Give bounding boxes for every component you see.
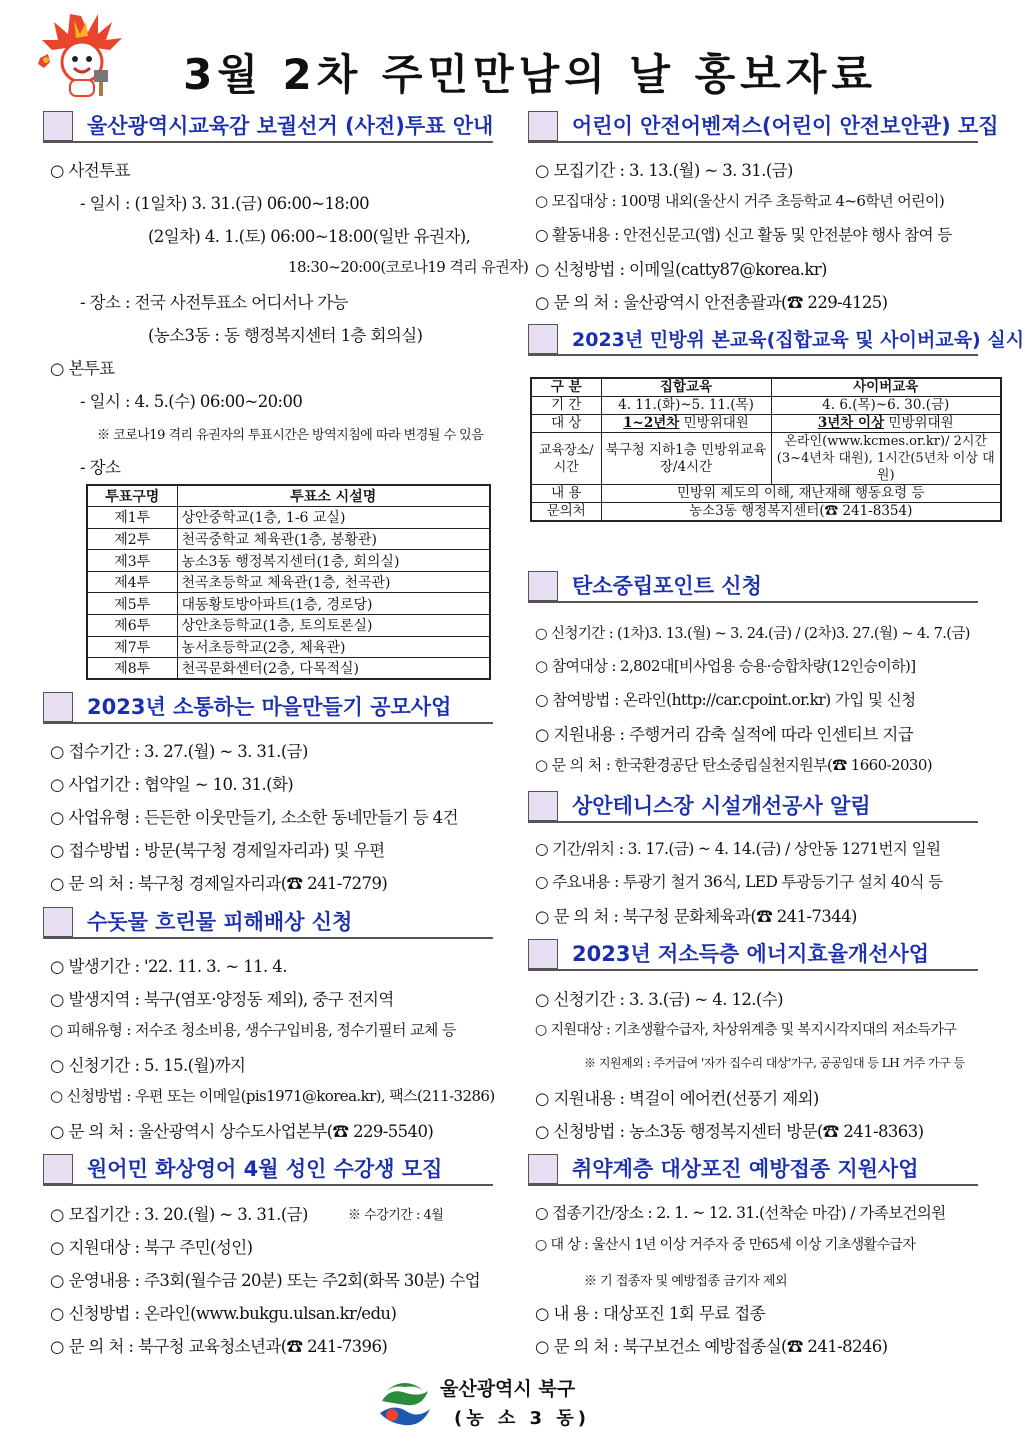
pre-vote-date-3: 18:30~20:00(코로나19 격리 유권자) — [288, 258, 529, 276]
section-heading-civil-defense: 2023년 민방위 본교육(집합교육 및 사이버교육) 실시 — [528, 322, 978, 356]
list-item: ○ 지원내용 : 벽걸이 에어컨(선풍기 제외) — [535, 1089, 819, 1108]
pre-vote-date-2: (2일차) 4. 1.(토) 06:00~18:00(일반 유권자), — [148, 227, 471, 246]
list-item: ○ 발생기간 : '22. 11. 3. ~ 11. 4. — [50, 957, 287, 976]
table-header-row: 구 분 집합교육 사이버교육 — [531, 378, 1001, 397]
list-item: ○ 참여대상 : 2,802대[비사업용 승용·승합차량(12인승이하)] — [535, 657, 916, 675]
list-item: ○ 접수방법 : 방문(북구청 경제일자리과) 및 우편 — [50, 841, 385, 860]
section-heading-energy: 2023년 저소득층 에너지효율개선사업 — [528, 937, 978, 971]
table-row: 제6투 상안초등학교(1층, 토의토론실) — [87, 615, 490, 637]
list-item: ○ 지원대상 : 북구 주민(성인) — [50, 1238, 253, 1257]
list-item: ○ 신청기간 : (1차)3. 13.(월) ~ 3. 24.(금) / (2차)3. 27.(월) ~ 4. 7.(금) — [535, 626, 970, 642]
page-title: 3월 2차 주민만남의 날 홍보자료 — [183, 50, 877, 99]
list-item: ○ 신청방법 : 온라인(www.bukgu.ulsan.kr/edu) — [50, 1304, 397, 1323]
section-heading-tennis: 상안테니스장 시설개선공사 알림 — [528, 789, 978, 823]
list-item: ○ 신청방법 : 농소3동 행정복지센터 방문(☎ 241-8363) — [535, 1122, 924, 1141]
list-item: ○ 문 의 처 : 북구보건소 예방접종실(☎ 241-8246) — [535, 1337, 888, 1356]
table-row: 내 용 민방위 제도의 이해, 재난재해 행동요령 등 — [531, 485, 1001, 503]
main-vote-note: ※ 코로나19 격리 유권자의 투표시간은 방역지침에 따라 변경될 수 있음 — [97, 428, 484, 443]
course-period-note: ※ 수강기간 : 4월 — [348, 1208, 444, 1223]
list-item: ○ 모집대상 : 100명 내외(울산시 거주 초등학교 4~6학년 어린이) — [535, 192, 945, 210]
pre-vote-place-1: - 장소 : 전국 사전투표소 어디서나 가능 — [80, 293, 348, 312]
heading-box-icon — [43, 111, 73, 141]
footer-dong: (농 소 3 동) — [454, 1408, 590, 1429]
table-row: 제3투 농소3동 행정복지센터(1층, 회의실) — [87, 550, 490, 572]
list-item: ○ 참여방법 : 온라인(http://car.cpoint.or.kr) 가입 및 신청 — [535, 691, 916, 709]
list-item: ○ 피해유형 : 저수조 청소비용, 생수구입비용, 정수기필터 교체 등 — [50, 1021, 456, 1039]
table-row: 제8투 천곡문화센터(2층, 다목적실) — [87, 658, 490, 680]
list-item: ○ 신청기간 : 5. 15.(월)까지 — [50, 1056, 246, 1075]
heading-box-icon — [43, 907, 73, 937]
table-row: 기 간 4. 11.(화)~5. 11.(목) 4. 6.(목)~6. 30.(금) — [531, 397, 1001, 415]
heading-box-icon — [528, 571, 558, 601]
section-heading-english: 원어민 화상영어 4월 성인 수강생 모집 — [43, 1152, 493, 1186]
table-header: 투표소 시설명 — [177, 485, 490, 507]
list-item: ○ 신청방법 : 우편 또는 이메일(pis1971@korea.kr), 팩스(211-3286) — [50, 1087, 495, 1105]
list-item: ○ 발생지역 : 북구(염포·양정동 제외), 중구 전지역 — [50, 990, 394, 1009]
section-heading-village: 2023년 소통하는 마을만들기 공모사업 — [43, 690, 493, 724]
heading-box-icon — [528, 111, 558, 141]
heading-box-icon — [528, 791, 558, 821]
table-row: 제5투 대동황토방아파트(1층, 경로당) — [87, 593, 490, 615]
list-item: ○ 문 의 처 : 북구청 교육청소년과(☎ 241-7396) — [50, 1337, 388, 1356]
pre-vote-date-1: - 일시 : (1일차) 3. 31.(금) 06:00~18:00 — [80, 194, 370, 213]
table-row: 문의처 농소3동 행정복지센터(☎ 241-8354) — [531, 503, 1001, 522]
list-item: ○ 접종기간/장소 : 2. 1. ~ 12. 31.(선착순 마감) / 가족보건의원 — [535, 1204, 946, 1222]
section-heading-water: 수돗물 흐린물 피해배상 신청 — [43, 905, 493, 939]
support-exclusion-note: ※ 지원제외 : 주거급여 '자가 집수리 대상'가구, 공공임대 등 LH 거주 가구 등 — [584, 1056, 965, 1070]
section-heading-carbon: 탄소중립포인트 신청 — [528, 569, 978, 603]
heading-box-icon — [43, 1154, 73, 1184]
list-item: ○ 문 의 처 : 울산광역시 상수도사업본부(☎ 229-5540) — [50, 1122, 434, 1141]
table-row: 제2투 천곡중학교 체육관(1층, 봉황관) — [87, 528, 490, 550]
main-vote-place: - 장소 — [80, 458, 121, 477]
list-item: ○ 기간/위치 : 3. 17.(금) ~ 4. 14.(금) / 상안동 1271번지 일원 — [535, 840, 941, 858]
table-row: 제1투 상안중학교(1층, 1-6 교실) — [87, 507, 490, 529]
list-item: ○ 모집기간 : 3. 13.(월) ~ 3. 31.(금) — [535, 161, 793, 180]
section-heading-child-safety: 어린이 안전어벤져스(어린이 안전보안관) 모집 — [528, 109, 978, 143]
list-item: ○ 활동내용 : 안전신문고(앱) 신고 활동 및 안전분야 행사 참여 등 — [535, 226, 952, 244]
footer-org: 울산광역시 북구 — [440, 1378, 576, 1400]
list-item: ○ 문 의 처 : 북구청 문화체육과(☎ 241-7344) — [535, 907, 857, 926]
list-item: ○ 지원내용 : 주행거리 감축 실적에 따라 인센티브 지급 — [535, 725, 914, 744]
heading-box-icon — [43, 692, 73, 722]
list-item: ○ 내 용 : 대상포진 1회 무료 접종 — [535, 1304, 765, 1323]
table-header: 투표구명 — [87, 485, 177, 507]
list-item: ○ 문 의 처 : 울산광역시 안전총괄과(☎ 229-4125) — [535, 293, 888, 312]
table-header-row — [87, 485, 490, 507]
list-item: ○ 대 상 : 울산시 1년 이상 거주자 중 만65세 이상 기초생활수급자 — [535, 1237, 916, 1253]
heading-box-icon — [528, 1154, 558, 1184]
table-row: 제7투 농서초등학교(2층, 체육관) — [87, 636, 490, 658]
list-item: ○ 신청기간 : 3. 3.(금) ~ 4. 12.(수) — [535, 990, 783, 1009]
pre-vote-place-2: (농소3동 : 동 행정복지센터 1층 회의실) — [148, 326, 423, 345]
list-item: ○ 접수기간 : 3. 27.(월) ~ 3. 31.(금) — [50, 742, 308, 761]
polling-station-table — [86, 484, 491, 680]
list-item: ○ 모집기간 : 3. 20.(월) ~ 3. 31.(금) — [50, 1205, 308, 1224]
heading-box-icon — [528, 939, 558, 969]
list-item: ○ 신청방법 : 이메일(catty87@korea.kr) — [535, 260, 827, 279]
section-heading-election: 울산광역시교육감 보궐선거 (사전)투표 안내 — [43, 109, 493, 143]
list-item: ○ 주요내용 : 투광기 철거 36식, LED 투광등기구 설치 40식 등 — [535, 873, 943, 891]
main-vote-label: ○ 본투표 — [50, 359, 115, 378]
table-row: 대 상 1~2년차 민방위대원 3년차 이상 민방위대원 — [531, 415, 1001, 433]
main-vote-date: - 일시 : 4. 5.(수) 06:00~20:00 — [80, 392, 303, 411]
civil-defense-table — [530, 377, 1002, 522]
list-item: ○ 운영내용 : 주3회(월수금 20분) 또는 주2회(화목 30분) 수업 — [50, 1271, 481, 1290]
table-row: 교육장소/시간 북구청 지하1층 민방위교육장/4시간 온라인(www.kcmes.or.kr)/ 2시간(3~4년차 대원), 1시간(5년차 이상 대원) — [531, 433, 1001, 485]
list-item: ○ 사업유형 : 든든한 이웃만들기, 소소한 동네만들기 등 4건 — [50, 808, 458, 827]
pre-vote-label: ○ 사전투표 — [50, 161, 130, 180]
list-item: ○ 사업기간 : 협약일 ~ 10. 31.(화) — [50, 775, 294, 794]
bukgu-logo-icon — [376, 1373, 434, 1429]
list-item: ○ 문 의 처 : 한국환경공단 탄소중립실천지원부(☎ 1660-2030) — [535, 756, 933, 774]
vaccination-exclusion-note: ※ 기 접종자 및 예방접종 금기자 제외 — [584, 1274, 788, 1289]
list-item: ○ 지원대상 : 기초생활수급자, 차상위계층 및 복지시각지대의 저소득가구 — [535, 1022, 957, 1038]
table-row: 제4투 천곡초등학교 체육관(1층, 천곡관) — [87, 571, 490, 593]
section-heading-shingles: 취약계층 대상포진 예방접종 지원사업 — [528, 1152, 978, 1186]
list-item: ○ 문 의 처 : 북구청 경제일자리과(☎ 241-7279) — [50, 874, 388, 893]
heading-box-icon — [528, 324, 558, 354]
